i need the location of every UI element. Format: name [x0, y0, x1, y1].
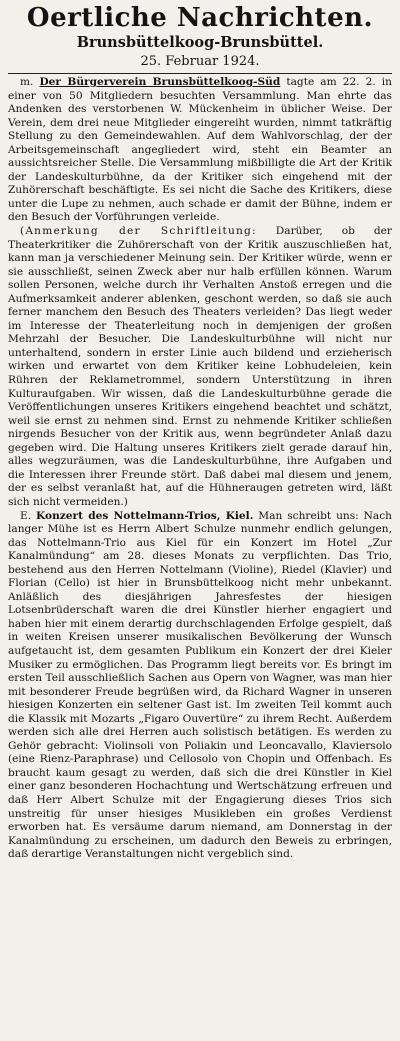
dateline: 25. Februar 1924. — [140, 54, 260, 69]
editor-note-lead: (Anmerkung der Schriftleitung: — [20, 225, 257, 238]
editor-note — [8, 225, 392, 509]
article-body — [8, 76, 392, 862]
article-lead: Der Bürgerverein Brunsbüttelkoog-Süd — [39, 76, 281, 88]
divider — [8, 73, 392, 74]
article-buergerverein — [8, 76, 392, 225]
section-title: Oertliche Nachrichten. — [26, 3, 374, 33]
article-prefix: E. — [20, 509, 37, 522]
article-lead: Konzert des Nottelmann-Trios, Kiel. — [36, 509, 254, 522]
article-prefix: m. — [20, 76, 40, 88]
location-subtitle: Brunsbüttelkoog-Brunsbüttel. — [76, 34, 324, 51]
article-text: Man schreibt uns: Nach langer Mühe ist es Herrn Albert Schulze nunmehr endlich gelungen, das Nottelmann-Trio aus Kiel für ein Konzert im Hotel „Zur Kanalmündung“ am 28. dieses Monats zu verpflichten. Das Trio, bestehend aus den Herren Nottelmann (Violine), Riedel (Klavier) und Florian (Cello) ist hier in Brunsbüttelkoog nicht mehr unbekannt. Anläßlich des diesjährigen Jahresfestes der hiesigen Lotsenbrüderschaft waren die drei Künstler hierher engagiert und haben hier mit einem derartig durchschlagenden Erfolge gespielt, daß in weiten Kreisen unserer musikalischen Bevölkerung der Wunsch aufgetaucht ist, dem gesamten Publikum ein Konzert der drei Kieler Musiker zu ermöglichen. Das Programm liegt bereits vor. Es bringt im ersten Teil ausschließlich Sachen aus Opern von Wagner, was man hier mit besonderer Freude begrüßen wird, da Richard Wagner in unseren hiesigen Konzerten ein seltener Gast ist. Im zweiten Teil kommt auch die Klassik mit Mozarts „Figaro Ouvertüre“ zu ihrem Recht. Außerdem werden sich alle drei Herren auch solistisch betätigen. Es werden zu Gehör gebracht: Violinsoli von Poliakin und Leoncavallo, Klaviersolo (eine Rienz-Paraphrase) und Cellosolo von Chopin und Offenbach. Es braucht kaum gesagt zu werden, daß sich die drei Künstler in Kiel einer ganz besonderen Hochachtung und Wertschätzung erfreuen und daß Herr Albert Schulze mit der Engagierung dieses Trios sich unstreitig für unser hiesiges Musikleben ein großes Verdienst erworben hat. Es versäume darum niemand, am Donnerstag in der Kanalmündung zu erscheinen, um dadurch den Beweis zu erbringen, daß derartige Veranstaltungen nicht vergeblich sind. — [8, 509, 393, 861]
editor-note-text: Darüber, ob der Theaterkritiker die Zuhörerschaft von der Kritik auszuschließen hat, kann man ja verschiedener Meinung sein. Der Kritiker würde, wenn er sie ausschließt, seinen Zweck aber nur halb erfüllen können. Warum sollen Personen, welche durch ihr Verhalten Anstoß erregen und die Aufmerksamkeit anderer ablenken, geschont werden, so daß sie auch ferner manchem den Besuch des Theaters verleiden? Das liegt weder im Interesse der Theaterleitung noch in demjenigen der großen Mehrzahl der Besucher. Die Landeskulturbühne will nicht nur unterhaltend, sondern in erster Linie auch bildend und erzieherisch wirken und erwartet von dem Kritiker keine Lobhudeleien, kein Rühren der Reklametrommel, sondern Unterstützung in ihren Kulturaufgaben. Wir wissen, daß die Landeskulturbühne gerade die Veröffentlichungen unseres Kritikers eingehend beachtet und schätzt, weil sie ernst zu nehmen sind. Ernst zu nehmende Kritiker schließen nirgends Besucher von der Kritik aus, wenn begründeter Anlaß dazu gegeben wird. Die Haltung unseres Kritikers zielt gerade darauf hin, alles wegzuräumen, was die Landeskulturbühne, ihre Aufgaben und die Interessen ihrer Freunde stört. Daß dabei mal diesem und jenem, der es selbst veranlaßt hat, auf die Hühneraugen getreten wird, läßt sich nicht vermeiden.) — [8, 225, 392, 508]
article-text: tagte am 22. 2. in einer von 50 Mitgliedern besuchten Versammlung. Man ehrte das Andenken des verstorbenen W. Mückenheim in üblicher Weise. Der Verein, dem drei neue Mitglieder eingereiht wurden, nimmt tatkräftig Stellung zu den Gemeindewahlen. Auf dem Wahlvorschlag, der der Arbeitsgemeinschaft angegliedert wird, steht ein Beamter an aussichtsreicher Stelle. Die Versammlung mißbilligte die Art der Kritik der Landeskulturbühne, da der Kritiker sich eingehend mit der Zuhörerschaft beschäftigte. Es sei nicht die Sache des Kritikers, diese unter die Lupe zu nehmen, auch schade er damit der Bühne, indem er den Besuch der Vorführungen verleide. — [8, 76, 393, 224]
article-konzert — [8, 510, 392, 862]
masthead — [8, 4, 392, 70]
